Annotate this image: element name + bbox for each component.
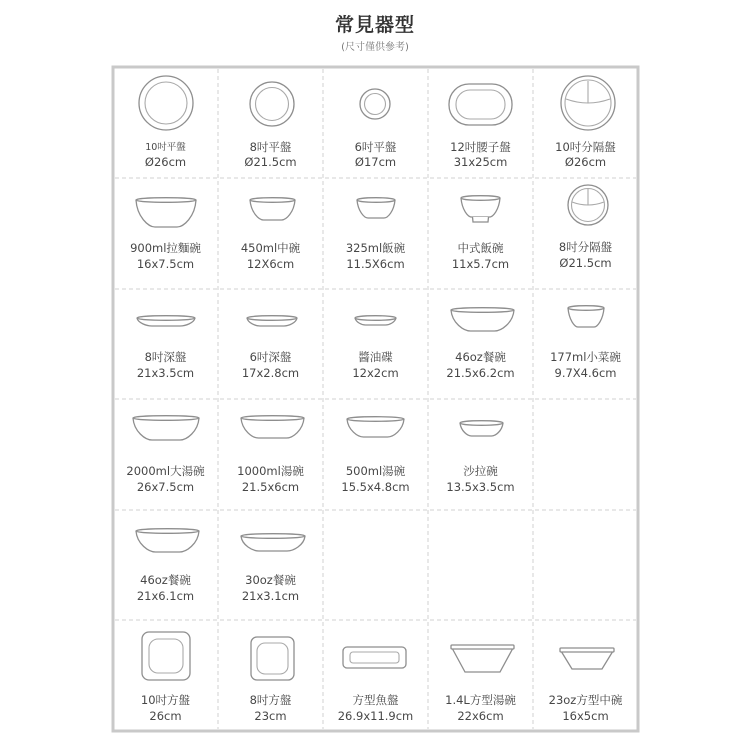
item-label bbox=[218, 463, 323, 495]
item-name: 1.4L方型湯碗 bbox=[445, 693, 516, 707]
item-name: 12吋腰子盤 bbox=[450, 140, 511, 154]
item-name: 900ml拉麵碗 bbox=[130, 241, 201, 255]
item-name: 325ml飯碗 bbox=[345, 241, 406, 255]
bowl-rim bbox=[241, 416, 304, 421]
item-label bbox=[113, 572, 218, 604]
item-name: 10吋分隔盤 bbox=[555, 140, 616, 154]
salad-bowl-icon bbox=[460, 421, 503, 436]
item-name: 方型魚盤 bbox=[352, 693, 399, 707]
chinese-rice-bowl-icon bbox=[461, 196, 500, 222]
item-size: 17x2.8cm bbox=[241, 366, 300, 380]
deep-plate-icon bbox=[137, 316, 195, 326]
bowl-body bbox=[136, 200, 196, 227]
square-plate-icon bbox=[142, 632, 190, 680]
item-size: Ø17cm bbox=[354, 155, 397, 169]
item-name: 46oz餐碗 bbox=[140, 573, 191, 587]
bowl-body bbox=[136, 531, 199, 552]
round-plate-icon bbox=[139, 76, 193, 130]
bowl-rim bbox=[347, 417, 404, 422]
bowl-rim bbox=[568, 306, 604, 311]
rice-bowl-icon bbox=[357, 198, 395, 218]
item-name: 沙拉碗 bbox=[463, 464, 498, 478]
item-size: 13.5x3.5cm bbox=[446, 480, 515, 494]
item-label bbox=[323, 692, 428, 724]
bowl-rim bbox=[460, 421, 503, 426]
item-label bbox=[533, 239, 638, 271]
item-label bbox=[533, 140, 638, 170]
item-label bbox=[113, 692, 218, 724]
item-size: 15.5x4.8cm bbox=[341, 480, 410, 494]
item-size: 12x2cm bbox=[352, 366, 399, 380]
item-label bbox=[533, 349, 638, 381]
item-label bbox=[218, 240, 323, 272]
rectangular-fish-plate-icon bbox=[343, 647, 406, 668]
bowl-rim bbox=[133, 416, 199, 421]
item-size: 21.5x6cm bbox=[241, 480, 300, 494]
item-size: 21x3.5cm bbox=[136, 366, 195, 380]
large-soup-bowl-icon bbox=[133, 416, 199, 440]
item-size: Ø26cm bbox=[564, 155, 607, 169]
item-size: 16x5cm bbox=[562, 709, 609, 723]
oval-plate-icon bbox=[449, 84, 512, 125]
bowl-body bbox=[133, 418, 199, 440]
square-plate-icon bbox=[251, 637, 294, 680]
item-label bbox=[218, 140, 323, 170]
divided-plate-icon bbox=[568, 185, 608, 225]
item-label bbox=[113, 349, 218, 381]
item-size: 11.5X6cm bbox=[346, 257, 405, 271]
item-label bbox=[113, 463, 218, 495]
bowl-body bbox=[241, 418, 304, 438]
ramen-bowl-icon bbox=[136, 198, 196, 227]
bowl-rim bbox=[357, 198, 395, 203]
item-label bbox=[218, 349, 323, 381]
item-label bbox=[218, 692, 323, 724]
round-plate-icon bbox=[360, 89, 390, 119]
item-size: 26.9x11.9cm bbox=[337, 709, 414, 723]
item-size: 26x7.5cm bbox=[136, 480, 195, 494]
item-size: 9.7X4.6cm bbox=[554, 366, 617, 380]
item-label bbox=[428, 140, 533, 170]
deep-plate-icon bbox=[247, 316, 297, 326]
item-label bbox=[218, 572, 323, 604]
page-title: 常見器型 bbox=[334, 14, 415, 36]
item-name: 1000ml湯碗 bbox=[237, 464, 304, 478]
item-size: 12X6cm bbox=[246, 257, 295, 271]
item-label bbox=[428, 692, 533, 724]
item-size: 21x3.1cm bbox=[241, 589, 300, 603]
item-name: 46oz餐碗 bbox=[455, 350, 506, 364]
item-name: 2000ml大湯碗 bbox=[126, 464, 205, 478]
square-bowl-icon bbox=[451, 645, 514, 672]
bowl-rim bbox=[136, 529, 199, 534]
item-name: 8吋深盤 bbox=[144, 350, 187, 364]
bowl-rim bbox=[355, 316, 396, 321]
sauce-dish-icon bbox=[355, 316, 396, 325]
meal-bowl-icon bbox=[241, 534, 305, 551]
bowl-rim bbox=[136, 198, 196, 203]
item-name: 中式飯碗 bbox=[457, 241, 504, 255]
side-dish-bowl-icon bbox=[568, 306, 604, 327]
item-label bbox=[323, 140, 428, 170]
item-name: 8吋分隔盤 bbox=[558, 240, 613, 254]
bowl-rim bbox=[461, 196, 500, 201]
item-name: 23oz方型中碗 bbox=[548, 693, 623, 707]
page-subtitle: (尺寸僅供參考) bbox=[341, 42, 409, 53]
soup-bowl-icon bbox=[241, 416, 304, 438]
square-bowl-icon bbox=[560, 648, 614, 669]
item-name: 8吋平盤 bbox=[249, 140, 292, 154]
bowl-rim bbox=[137, 316, 195, 321]
item-label bbox=[428, 463, 533, 495]
bowl-rim bbox=[241, 534, 305, 539]
item-size: Ø21.5cm bbox=[244, 155, 297, 169]
item-size: 21x6.1cm bbox=[136, 589, 195, 603]
bowl-body bbox=[250, 200, 295, 220]
item-size: 22x6cm bbox=[457, 709, 504, 723]
item-size: Ø26cm bbox=[144, 155, 187, 169]
item-label bbox=[323, 240, 428, 272]
item-size: Ø21.5cm bbox=[559, 256, 612, 270]
item-name: 177ml小菜碗 bbox=[550, 350, 621, 364]
item-name: 6吋平盤 bbox=[354, 140, 397, 154]
item-name: 10吋方盤 bbox=[140, 693, 191, 707]
item-name: 8吋方盤 bbox=[249, 693, 292, 707]
item-label bbox=[533, 692, 638, 724]
item-size: 26cm bbox=[149, 709, 182, 723]
meal-bowl-icon bbox=[451, 308, 514, 331]
item-name: 450ml中碗 bbox=[240, 241, 301, 255]
medium-bowl-icon bbox=[250, 198, 295, 220]
bowl-foot bbox=[473, 217, 489, 222]
item-label bbox=[428, 240, 533, 272]
item-label bbox=[113, 140, 218, 170]
bowl-body bbox=[451, 310, 514, 331]
bowl-rim bbox=[247, 316, 297, 321]
item-size: 11x5.7cm bbox=[451, 257, 510, 271]
meal-bowl-icon bbox=[136, 529, 199, 552]
item-name: 10吋平盤 bbox=[145, 142, 186, 153]
bowl-rim bbox=[250, 198, 295, 203]
bowl-rim bbox=[451, 308, 514, 313]
item-name: 6吋深盤 bbox=[249, 350, 292, 364]
item-name: 500ml湯碗 bbox=[345, 464, 406, 478]
item-label bbox=[323, 463, 428, 495]
item-size: 21.5x6.2cm bbox=[446, 366, 515, 380]
item-size: 31x25cm bbox=[453, 155, 508, 169]
soup-bowl-icon bbox=[347, 417, 404, 437]
item-label bbox=[428, 349, 533, 381]
item-name: 醬油碟 bbox=[358, 350, 393, 364]
item-label bbox=[323, 349, 428, 381]
item-size: 16x7.5cm bbox=[136, 257, 195, 271]
item-name: 30oz餐碗 bbox=[245, 573, 296, 587]
item-label bbox=[113, 240, 218, 272]
divided-plate-icon bbox=[561, 76, 615, 130]
item-size: 23cm bbox=[254, 709, 287, 723]
round-plate-icon bbox=[250, 82, 294, 126]
